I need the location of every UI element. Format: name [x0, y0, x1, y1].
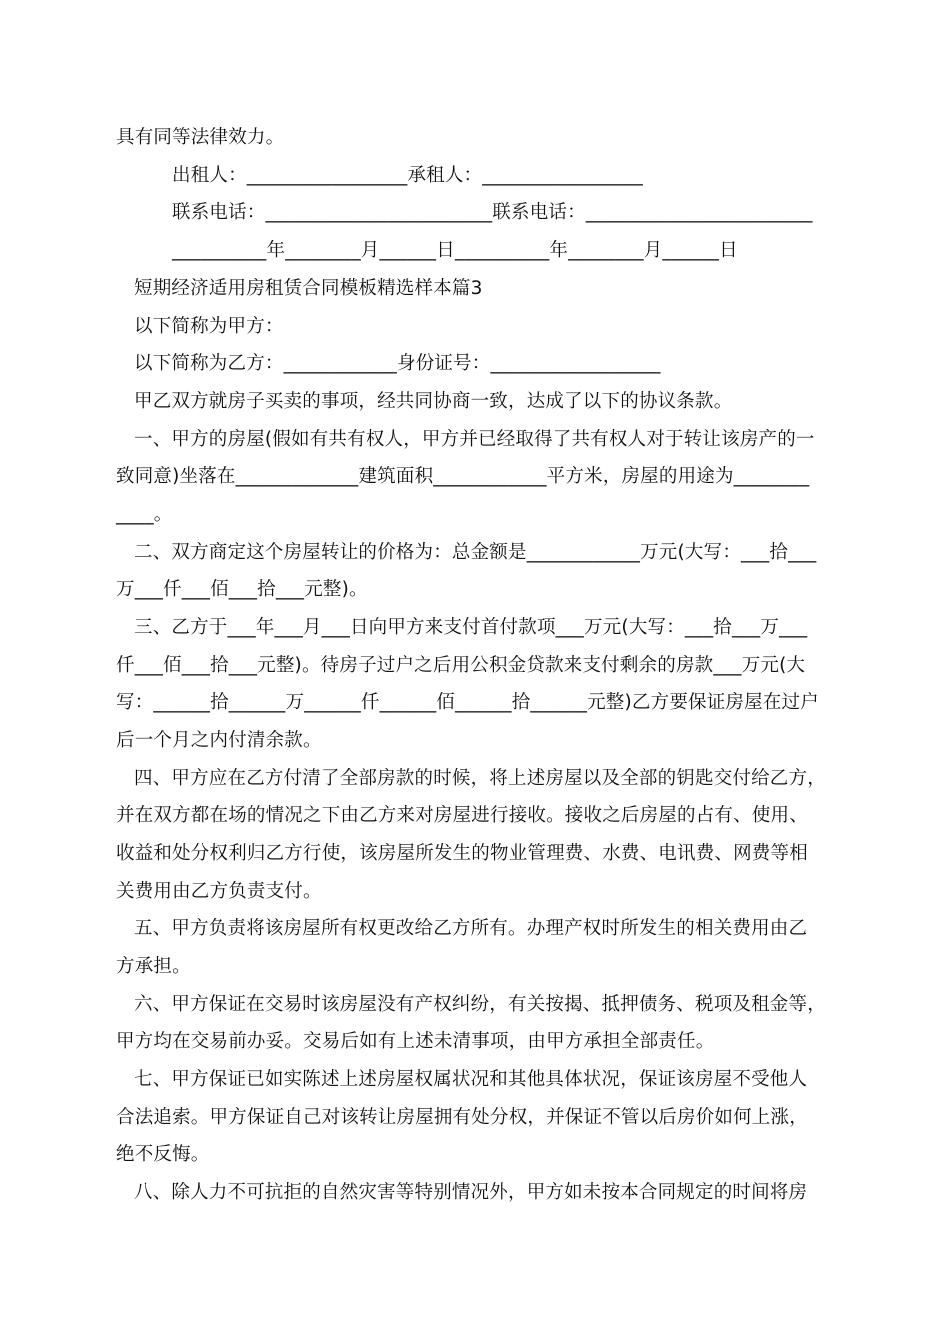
clause-3-line: 三、乙方于___年___月___日向甲方来支付首付款项___万元(大写：___拾___万___: [134, 617, 808, 638]
text-line: 具有同等法律效力。: [116, 127, 285, 148]
clause-7-line: 绝不反悔。: [116, 1144, 210, 1165]
clause-4-line: 关费用由乙方负责支付。: [116, 881, 322, 902]
signature-line-parties: 出租人：_________________承租人：_________________: [172, 165, 643, 186]
clause-3-line: 写：______拾______万______仟______佰______拾______元整)乙方要保证房屋在过户: [116, 692, 819, 713]
clause-3-line: 仟___佰___拾___元整)。待房子过户之后用公积金贷款来支付剩余的房款___万元(大: [116, 655, 806, 676]
clause-1-line: ____。: [116, 504, 173, 525]
clause-1-line: 致同意)坐落在_____________建筑面积____________平方米，房屋的用途为________: [116, 466, 810, 487]
clause-3-line: 后一个月之内付清余款。: [116, 730, 322, 751]
section-heading: 短期经济适用房租赁合同模板精选样本篇3: [134, 278, 483, 299]
clause-1-line: 一、甲方的房屋(假如有共有权人，甲方并已经取得了共有权人对于转让该房产的一: [134, 429, 815, 450]
party-a-line: 以下简称为甲方：: [134, 316, 284, 337]
clause-4-line: 并在双方都在场的情况之下由乙方来对房屋进行接收。接收之后房屋的占有、使用、: [116, 805, 808, 826]
clause-5-line: 五、甲方负责将该房屋所有权更改给乙方所有。办理产权时所发生的相关费用由乙: [134, 918, 808, 939]
clause-6-line: 甲方均在交易前办妥。交易后如有上述未清事项，由甲方承担全部责任。: [116, 1031, 715, 1052]
party-b-line: 以下简称为乙方：____________身份证号：__________________: [134, 353, 661, 374]
clause-6-line: 六、甲方保证在交易时该房屋没有产权纠纷，有关按揭、抵押债务、税项及租金等，: [134, 994, 826, 1015]
signature-line-dates: __________年________月______日__________年________月______日: [172, 240, 738, 261]
clause-8-line: 八、除人力不可抗拒的自然灾害等特别情况外，甲方如未按本合同规定的时间将房: [134, 1182, 808, 1203]
clause-5-line: 方承担。: [116, 956, 191, 977]
clause-4-line: 四、甲方应在乙方付清了全部房款的时候，将上述房屋以及全部的钥匙交付给乙方，: [134, 768, 826, 789]
clause-4-line: 收益和处分权利归乙方行使，该房屋所发生的物业管理费、水费、电讯费、网费等相: [116, 843, 808, 864]
text-line: 甲乙双方就房子买卖的事项，经共同协商一致，达成了以下的协议条款。: [134, 391, 733, 412]
clause-2-line: 万___仟___佰___拾___元整)。: [116, 579, 368, 600]
clause-7-line: 合法追索。甲方保证自己对该转让房屋拥有处分权，并保证不管以后房价如何上涨，: [116, 1107, 808, 1128]
clause-7-line: 七、甲方保证已如实陈述上述房屋权属状况和其他具体状况，保证该房屋不受他人: [134, 1069, 808, 1090]
clause-2-line: 二、双方商定这个房屋转让的价格为：总金额是____________万元(大写：___拾___: [134, 542, 817, 563]
signature-line-phones: 联系电话：________________________联系电话：________________________: [172, 202, 813, 223]
